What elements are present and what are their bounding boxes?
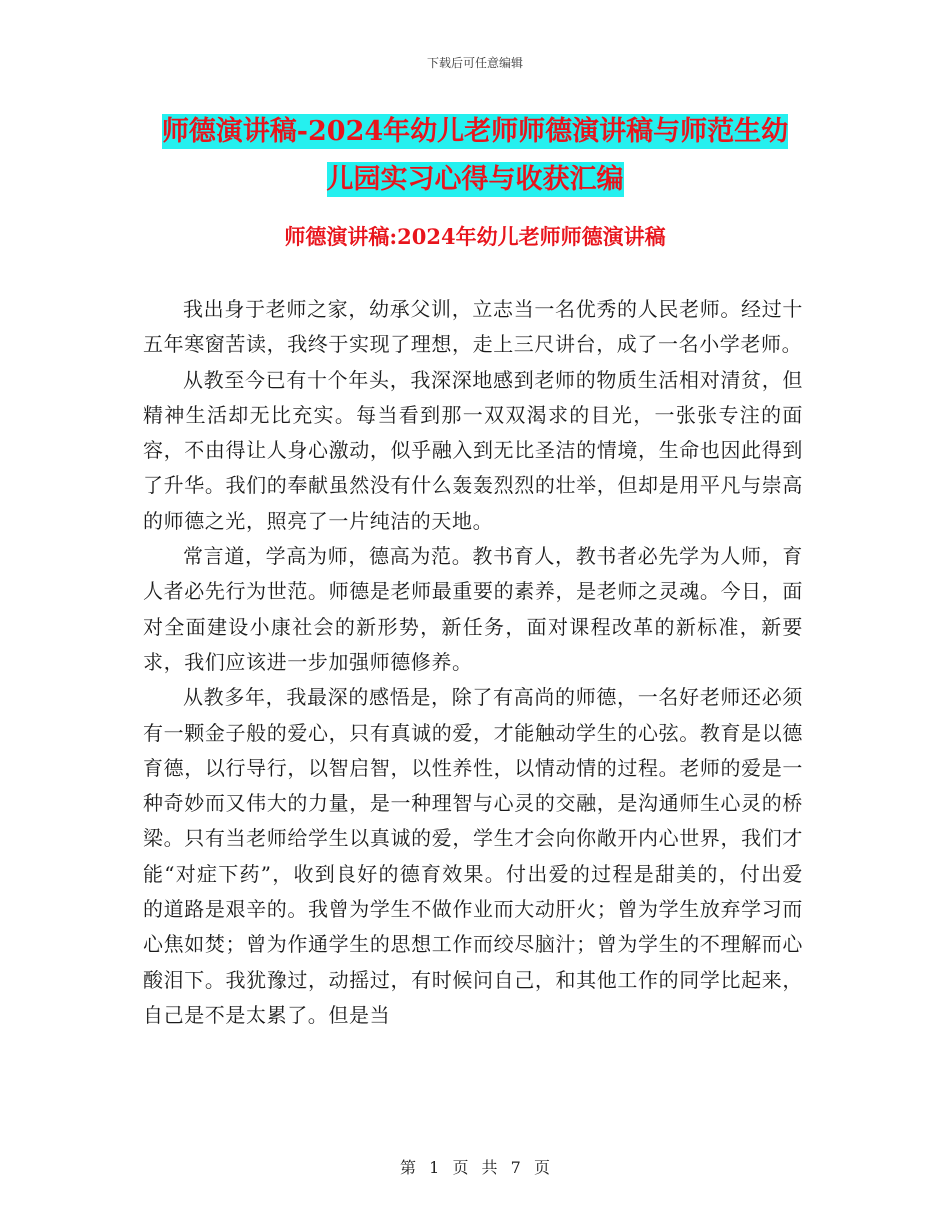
page-label-mid: 页 [452, 1158, 469, 1177]
page-footer [0, 1155, 950, 1178]
document-title [140, 108, 810, 204]
section-title: 师德演讲稿:2024年幼儿老师师德演讲稿 [284, 224, 666, 249]
title-line-1: 师德演讲稿-2024年幼儿老师师德演讲稿与师范生幼 [161, 116, 789, 147]
title-line-2: 儿园实习心得与收获汇编 [326, 164, 624, 195]
body-text [143, 292, 803, 1033]
page-number: 1 [429, 1158, 440, 1177]
paragraph: 从教至今已有十个年头，我深深地感到老师的物质生活相对清贫，但精神生活却无比充实。每当看到那一双双渴求的目光，一张张专注的面容，不由得让人身心激动，似乎融入到无比圣洁的情境，生命也因此得到了升华。我们的奉献虽然没有什么轰轰烈烈的壮举，但却是用平凡与崇高的师德之光，照亮了一片纯洁的天地。 [143, 367, 803, 533]
paragraph: 我出身于老师之家，幼承父训，立志当一名优秀的人民老师。经过十五年寒窗苦读，我终于实现了理想，走上三尺讲台，成了一名小学老师。 [143, 297, 803, 357]
header-note: 下载后可任意编辑 [426, 56, 523, 70]
paragraph: 常言道，学高为师，德高为范。教书育人，教书者必先学为人师，育人者必先行为世范。师德是老师最重要的素养，是老师之灵魂。今日，面对全面建设小康社会的新形势，新任务，面对课程改革的新标准，新要求，我们应该进一步加强师德修养。 [143, 544, 803, 674]
page-label-pre: 第 [400, 1158, 417, 1177]
page-label-post: 页 [533, 1158, 550, 1177]
total-pages: 7 [510, 1158, 521, 1177]
paragraph: 从教多年，我最深的感悟是，除了有高尚的师德，一名好老师还必须有一颗金子般的爱心，只有真诚的爱，才能触动学生的心弦。教育是以德育德，以行导行，以智启智，以性养性，以情动情的过程。老师的爱是一种奇妙而又伟大的力量，是一种理智与心灵的交融，是沟通师生心灵的桥梁。只有当老师给学生以真诚的爱，学生才会向你敞开内心世界，我们才能“对症下药”，收到良好的德育效果。付出爱的过程是甜美的，付出爱的道路是艰辛的。我曾为学生不做作业而大动肝火；曾为学生放弃学习而心焦如焚；曾为作通学生的思想工作而绞尽脑汁；曾为学生的不理解而心酸泪下。我犹豫过，动摇过，有时候问自己，和其他工作的同学比起来，自己是不是太累了。但是当 [143, 685, 803, 1027]
total-label: 共 [481, 1158, 498, 1177]
